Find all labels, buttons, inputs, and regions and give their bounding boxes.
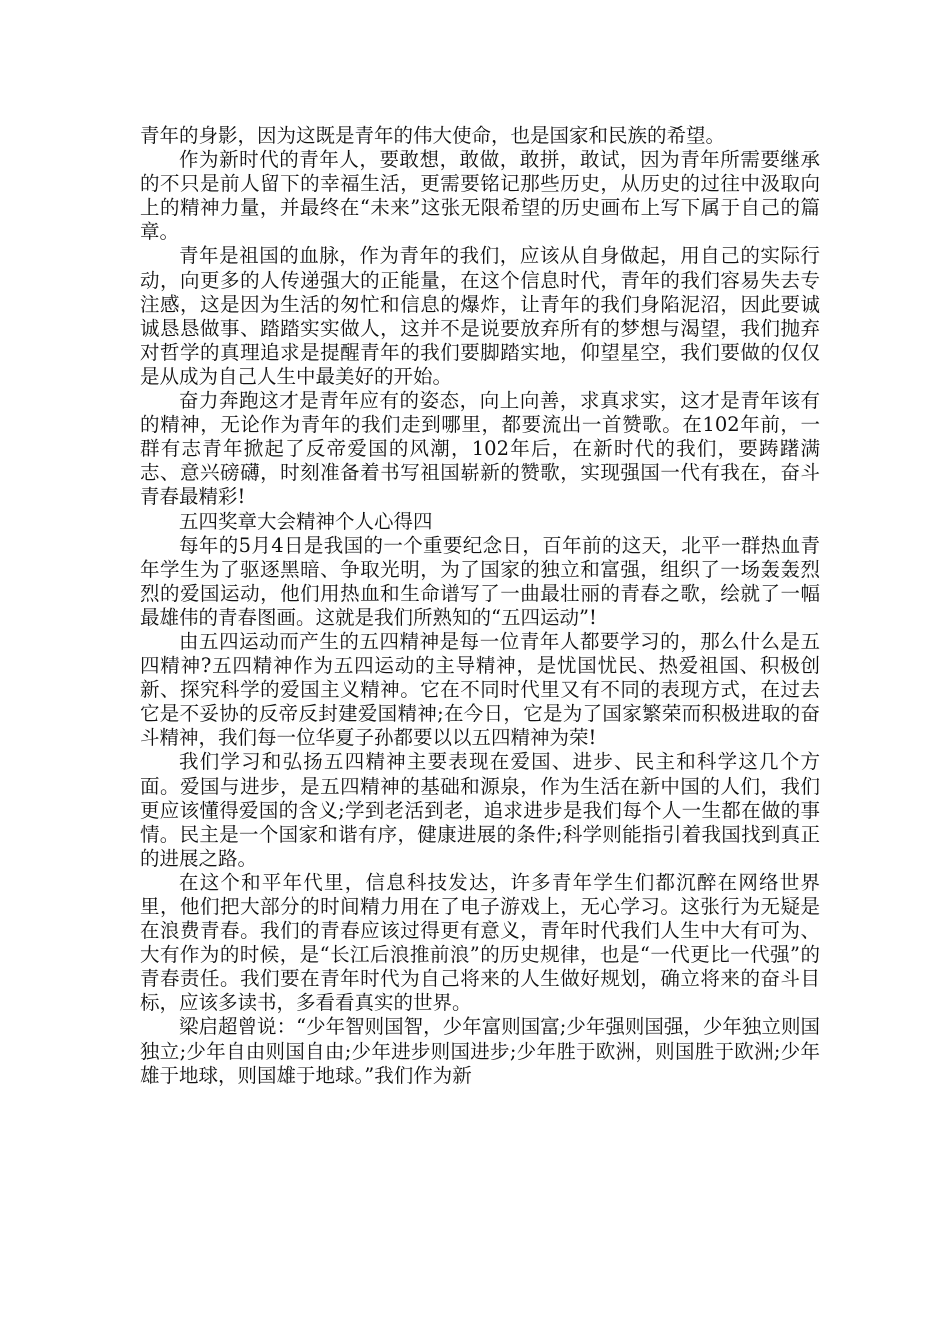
paragraph: 奋力奔跑这才是青年应有的姿态，向上向善，求真求实，这才是青年该有的精神，无论作为青年的我们走到哪里，都要流出一首赞歌。在102年前，一群有志青年掀起了反帝爱国的风潮，102年后，在新时代的我们，要踌躇满志、意兴磅礴，时刻准备着书写祖国崭新的赞歌，实现强国一代有我在，奋斗青春最精彩! [140,389,820,509]
paragraph: 每年的5月4日是我国的一个重要纪念日，百年前的这天，北平一群热血青年学生为了驱逐黑暗、争取光明，为了国家的独立和富强，组织了一场轰轰烈烈的爱国运动，他们用热血和生命谱写了一曲最壮丽的青春之歌，绘就了一幅最雄伟的青春图画。这就是我们所熟知的“五四运动”! [140,533,820,629]
paragraph: 由五四运动而产生的五四精神是每一位青年人都要学习的，那么什么是五四精神?五四精神作为五四运动的主导精神，是忧国忧民、热爱祖国、积极创新、探究科学的爱国主义精神。它在不同时代里又有不同的表现方式，在过去它是不妥协的反帝反封建爱国精神;在今日，它是为了国家繁荣而积极进取的奋斗精神，我们每一位华夏子孙都要以以五四精神为荣! [140,629,820,750]
paragraph: 梁启超曾说：“少年智则国智，少年富则国富;少年强则国强，少年独立则国独立;少年自由则国自由;少年进步则国进步;少年胜于欧洲，则国胜于欧洲;少年雄于地球，则国雄于地球。”我们作为新 [140,1015,820,1087]
paragraph: 在这个和平年代里，信息科技发达，许多青年学生们都沉醉在网络世界里，他们把大部分的时间精力用在了电子游戏上，无心学习。这张行为无疑是在浪费青春。我们的青春应该过得更有意义，青年时代我们人生中大有可为、大有作为的时候，是“长江后浪推前浪”的历史规律，也是“一代更比一代强”的青春责任。我们要在青年时代为自己将来的人生做好规划，确立将来的奋斗目标，应该多读书，多看看真实的世界。 [140,870,820,1015]
paragraph: 青年的身影，因为这既是青年的伟大使命，也是国家和民族的希望。 [140,124,726,147]
paragraph: 青年是祖国的血脉，作为青年的我们，应该从自身做起，用自己的实际行动，向更多的人传递强大的正能量，在这个信息时代，青年的我们容易失去专注感，这是因为生活的匆忙和信息的爆炸，让青年的我们身陷泥沼，因此要诚诚恳恳做事、踏踏实实做人，这并不是说要放弃所有的梦想与渴望，我们抛弃对哲学的真理追求是提醒青年的我们要脚踏实地，仰望星空，我们要做的仅仅是从成为自己人生中最美好的开始。 [140,244,820,388]
document-page [140,124,820,1088]
paragraph: 作为新时代的青年人，要敢想，敢做，敢拼，敢试，因为青年所需要继承的不只是前人留下的幸福生活，更需要铭记那些历史，从历史的过往中汲取向上的精神力量，并最终在“未来”这张无限希望的历史画布上写下属于自己的篇章。 [140,148,820,244]
section-heading: 五四奖章大会精神个人心得四 [179,509,433,533]
paragraph: 我们学习和弘扬五四精神主要表现在爱国、进步、民主和科学这几个方面。爱国与进步，是五四精神的基础和源泉，作为生活在新中国的人们，我们更应该懂得爱国的含义;学到老活到老，追求进步是我们每个人一生都在做的事情。民主是一个国家和谐有序，健康进展的条件;科学则能指引着我国找到真正的进展之路。 [140,750,820,870]
